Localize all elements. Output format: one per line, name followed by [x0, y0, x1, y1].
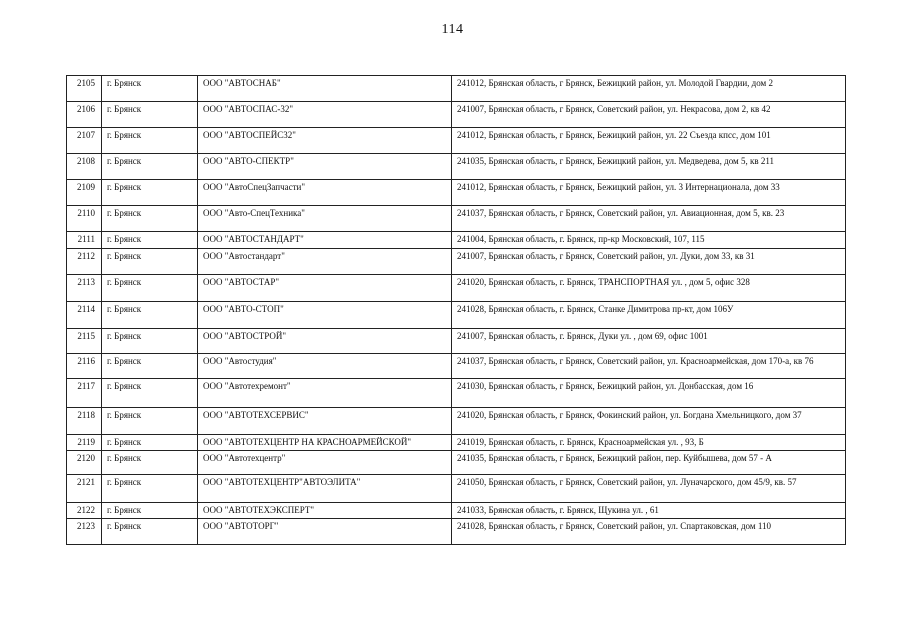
row-number: 2114: [67, 302, 102, 329]
row-city: г. Брянск: [102, 275, 198, 302]
row-number: 2117: [67, 379, 102, 408]
table-row: [67, 102, 846, 128]
row-organization: ООО "Автотехцентр": [198, 451, 452, 475]
row-number: 2109: [67, 180, 102, 206]
row-city: г. Брянск: [102, 475, 198, 503]
table-row: [67, 275, 846, 302]
table-row: [67, 128, 846, 154]
row-city: г. Брянск: [102, 379, 198, 408]
row-organization: ООО "АВТОТЕХЦЕНТР"АВТОЭЛИТА": [198, 475, 452, 503]
row-address: 241007, Брянская область, г Брянск, Советский район, ул. Некрасова, дом 2, кв 42: [452, 102, 846, 128]
row-city: г. Брянск: [102, 128, 198, 154]
row-city: г. Брянск: [102, 354, 198, 379]
table-row: [67, 519, 846, 545]
row-number: 2115: [67, 329, 102, 354]
registry-table: [66, 75, 846, 545]
row-city: г. Брянск: [102, 329, 198, 354]
table-row: [67, 154, 846, 180]
row-number: 2121: [67, 475, 102, 503]
table-row: [67, 180, 846, 206]
row-organization: ООО "АвтоСпецЗапчасти": [198, 180, 452, 206]
row-organization: ООО "АВТОТЕХЭКСПЕРТ": [198, 503, 452, 519]
row-number: 2113: [67, 275, 102, 302]
row-number: 2116: [67, 354, 102, 379]
row-organization: ООО "АВТОСТРОЙ": [198, 329, 452, 354]
row-city: г. Брянск: [102, 503, 198, 519]
row-number: 2111: [67, 232, 102, 249]
row-organization: ООО "Автостудия": [198, 354, 452, 379]
row-city: г. Брянск: [102, 435, 198, 451]
table-row: [67, 475, 846, 503]
row-city: г. Брянск: [102, 76, 198, 102]
row-organization: ООО "АВТОТЕХЦЕНТР НА КРАСНОАРМЕЙСКОЙ": [198, 435, 452, 451]
row-address: 241012, Брянская область, г Брянск, Бежицкий район, ул. Молодой Гвардии, дом 2: [452, 76, 846, 102]
table-row: [67, 354, 846, 379]
table-row: [67, 232, 846, 249]
row-number: 2112: [67, 249, 102, 275]
row-organization: ООО "АВТОСТАР": [198, 275, 452, 302]
row-city: г. Брянск: [102, 249, 198, 275]
row-organization: ООО "АВТОСПАС-32": [198, 102, 452, 128]
row-address: 241028, Брянская область, г. Брянск, Станке Димитрова пр-кт, дом 106У: [452, 302, 846, 329]
table-row: [67, 249, 846, 275]
row-organization: ООО "АВТО-СТОП": [198, 302, 452, 329]
row-address: 241020, Брянская область, г Брянск, Фокинский район, ул. Богдана Хмельницкого, дом 37: [452, 408, 846, 435]
row-address: 241037, Брянская область, г Брянск, Советский район, ул. Авиационная, дом 5, кв. 23: [452, 206, 846, 232]
table-row: [67, 379, 846, 408]
row-city: г. Брянск: [102, 408, 198, 435]
row-number: 2120: [67, 451, 102, 475]
row-number: 2123: [67, 519, 102, 545]
row-organization: ООО "Авто-СпецТехника": [198, 206, 452, 232]
table-row: [67, 435, 846, 451]
row-address: 241004, Брянская область, г. Брянск, пр-кр Московский, 107, 115: [452, 232, 846, 249]
table-row: [67, 503, 846, 519]
row-address: 241028, Брянская область, г Брянск, Советский район, ул. Спартаковская, дом 110: [452, 519, 846, 545]
row-number: 2122: [67, 503, 102, 519]
row-address: 241033, Брянская область, г. Брянск, Щукина ул. , 61: [452, 503, 846, 519]
row-number: 2110: [67, 206, 102, 232]
row-number: 2118: [67, 408, 102, 435]
row-organization: ООО "АВТОСПЕЙС32": [198, 128, 452, 154]
row-address: 241007, Брянская область, г Брянск, Советский район, ул. Дуки, дом 33, кв 31: [452, 249, 846, 275]
row-address: 241037, Брянская область, г Брянск, Советский район, ул. Красноармейская, дом 170-а, кв 76: [452, 354, 846, 379]
row-city: г. Брянск: [102, 519, 198, 545]
row-number: 2106: [67, 102, 102, 128]
row-number: 2105: [67, 76, 102, 102]
page-number: 114: [441, 22, 464, 37]
row-city: г. Брянск: [102, 451, 198, 475]
row-number: 2107: [67, 128, 102, 154]
row-address: 241012, Брянская область, г Брянск, Бежицкий район, ул. 3 Интернационала, дом 33: [452, 180, 846, 206]
table-row: [67, 302, 846, 329]
row-organization: ООО "АВТОТОРГ": [198, 519, 452, 545]
table-row: [67, 451, 846, 475]
row-city: г. Брянск: [102, 302, 198, 329]
row-city: г. Брянск: [102, 206, 198, 232]
row-address: 241007, Брянская область, г. Брянск, Дуки ул. , дом 69, офис 1001: [452, 329, 846, 354]
row-city: г. Брянск: [102, 154, 198, 180]
row-address: 241030, Брянская область, г Брянск, Бежицкий район, ул. Донбасская, дом 16: [452, 379, 846, 408]
table-row: [67, 206, 846, 232]
row-address: 241019, Брянская область, г. Брянск, Красноармейская ул. , 93, Б: [452, 435, 846, 451]
row-address: 241050, Брянская область, г Брянск, Советский район, ул. Луначарского, дом 45/9, кв. 57: [452, 475, 846, 503]
row-city: г. Брянск: [102, 232, 198, 249]
table-row: [67, 76, 846, 102]
row-organization: ООО "АВТОСНАБ": [198, 76, 452, 102]
row-organization: ООО "Автостандарт": [198, 249, 452, 275]
row-organization: ООО "АВТО-СПЕКТР": [198, 154, 452, 180]
row-organization: ООО "АВТОСТАНДАРТ": [198, 232, 452, 249]
row-organization: ООО "АВТОТЕХСЕРВИС": [198, 408, 452, 435]
row-address: 241035, Брянская область, г Брянск, Бежицкий район, ул. Медведева, дом 5, кв 211: [452, 154, 846, 180]
row-number: 2108: [67, 154, 102, 180]
table-row: [67, 329, 846, 354]
row-organization: ООО "Автотехремонт": [198, 379, 452, 408]
row-address: 241012, Брянская область, г Брянск, Бежицкий район, ул. 22 Съезда кпсс, дом 101: [452, 128, 846, 154]
table-row: [67, 408, 846, 435]
row-city: г. Брянск: [102, 102, 198, 128]
row-address: 241020, Брянская область, г. Брянск, ТРАНСПОРТНАЯ ул. , дом 5, офис 328: [452, 275, 846, 302]
row-address: 241035, Брянская область, г Брянск, Бежицкий район, пер. Куйбышева, дом 57 - А: [452, 451, 846, 475]
row-number: 2119: [67, 435, 102, 451]
row-city: г. Брянск: [102, 180, 198, 206]
